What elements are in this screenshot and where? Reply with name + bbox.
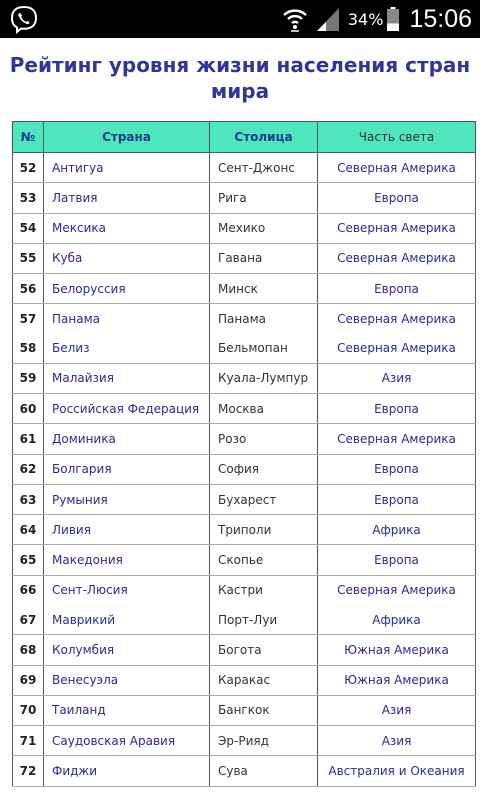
part-of-world-link[interactable]: Европа [318,274,476,304]
country-link[interactable]: Саудовская Аравия [44,726,210,756]
row-number: 53 [13,183,44,213]
country-link[interactable]: Сент-Люсия [44,575,210,605]
country-link[interactable]: Мексика [44,213,210,243]
country-link[interactable]: Македония [44,545,210,575]
country-link[interactable]: Доминика [44,424,210,454]
part-of-world-link[interactable]: Европа [318,454,476,484]
table-row [13,274,476,304]
row-number: 70 [13,695,44,725]
country-link[interactable]: Антигуа [44,153,210,183]
header-country[interactable]: Страна [44,122,210,153]
capital-cell: Сува [210,756,318,786]
capital-cell: София [210,454,318,484]
part-of-world-link[interactable]: Северная Америка [318,424,476,454]
row-number: 61 [13,424,44,454]
row-number: 52 [13,153,44,183]
row-number: 57 [13,304,44,334]
row-number: 62 [13,454,44,484]
table-row [13,756,476,786]
row-number: 64 [13,515,44,545]
country-link[interactable]: Румыния [44,484,210,514]
capital-cell: Бельмопан [210,334,318,364]
row-number: 65 [13,545,44,575]
row-number: 59 [13,363,44,393]
row-number: 54 [13,213,44,243]
clock: 15:06 [409,4,472,33]
header-capital[interactable]: Столица [210,122,318,153]
ranking-table [12,121,476,787]
row-number: 72 [13,756,44,786]
table-row [13,183,476,213]
row-number: 55 [13,243,44,273]
row-number: 66 [13,575,44,605]
wifi-icon [282,5,308,33]
capital-cell: Мехико [210,213,318,243]
signal-icon [316,5,340,33]
country-link[interactable]: Болгария [44,454,210,484]
capital-cell: Москва [210,394,318,424]
capital-cell: Богота [210,635,318,665]
country-link[interactable]: Венесуэла [44,665,210,695]
status-bar [0,0,480,38]
country-link[interactable]: Таиланд [44,695,210,725]
country-link[interactable]: Колумбия [44,635,210,665]
part-of-world-link[interactable]: Северная Америка [318,153,476,183]
capital-cell: Розо [210,424,318,454]
part-of-world-link[interactable]: Африка [318,515,476,545]
capital-cell: Гавана [210,243,318,273]
part-of-world-link[interactable]: Африка [318,605,476,635]
part-of-world-link[interactable]: Австралия и Океания [318,756,476,786]
page-title: Рейтинг уровня жизни населения стран мира [9,53,471,103]
capital-cell: Скопье [210,545,318,575]
country-link[interactable]: Маврикий [44,605,210,635]
capital-cell: Рига [210,183,318,213]
row-number: 71 [13,726,44,756]
table-row [13,545,476,575]
country-link[interactable]: Белиз [44,334,210,364]
part-of-world-link[interactable]: Северная Америка [318,575,476,605]
part-of-world-link[interactable]: Северная Америка [318,243,476,273]
table-header-row [13,122,476,153]
part-of-world-link[interactable]: Северная Америка [318,304,476,334]
status-indicators [282,0,472,38]
part-of-world-link[interactable]: Европа [318,545,476,575]
row-number: 68 [13,635,44,665]
part-of-world-link[interactable]: Азия [318,726,476,756]
table-row [13,726,476,756]
capital-cell: Бангкок [210,695,318,725]
header-part-of-world: Часть света [318,122,476,153]
capital-cell: Кастри [210,575,318,605]
table-row [13,635,476,665]
part-of-world-link[interactable]: Европа [318,484,476,514]
battery-icon [387,7,399,31]
table-row [13,695,476,725]
country-link[interactable]: Ливия [44,515,210,545]
country-link[interactable]: Фиджи [44,756,210,786]
country-link[interactable]: Куба [44,243,210,273]
part-of-world-link[interactable]: Южная Америка [318,665,476,695]
table-row [13,334,476,364]
part-of-world-link[interactable]: Южная Америка [318,635,476,665]
part-of-world-link[interactable]: Азия [318,363,476,393]
capital-cell: Порт-Луи [210,605,318,635]
table-body [13,153,476,787]
capital-cell: Бухарест [210,484,318,514]
part-of-world-link[interactable]: Северная Америка [318,213,476,243]
row-number: 60 [13,394,44,424]
table-row [13,363,476,393]
battery-percent: 34% [347,9,384,29]
part-of-world-link[interactable]: Европа [318,394,476,424]
table-row [13,213,476,243]
country-link[interactable]: Малайзия [44,363,210,393]
table-row [13,454,476,484]
table-row [13,605,476,635]
country-link[interactable]: Латвия [44,183,210,213]
table-row [13,394,476,424]
table-row [13,515,476,545]
country-link[interactable]: Панама [44,304,210,334]
table-row [13,304,476,334]
header-number: № [13,122,44,153]
table-row [13,484,476,514]
part-of-world-link[interactable]: Северная Америка [318,334,476,364]
table-row [13,243,476,273]
country-link[interactable]: Российская Федерация [44,394,210,424]
capital-cell: Минск [210,274,318,304]
table-row [13,665,476,695]
row-number: 69 [13,665,44,695]
table-row [13,575,476,605]
viber-icon[interactable] [9,4,39,34]
part-of-world-link[interactable]: Азия [318,695,476,725]
capital-cell: Панама [210,304,318,334]
row-number: 56 [13,274,44,304]
capital-cell: Куала-Лумпур [210,363,318,393]
row-number: 58 [13,334,44,364]
row-number: 63 [13,484,44,514]
table-row [13,424,476,454]
part-of-world-link[interactable]: Европа [318,183,476,213]
capital-cell: Каракас [210,665,318,695]
capital-cell: Эр-Рияд [210,726,318,756]
table-row [13,153,476,183]
capital-cell: Сент-Джонс [210,153,318,183]
capital-cell: Триполи [210,515,318,545]
row-number: 67 [13,605,44,635]
country-link[interactable]: Белоруссия [44,274,210,304]
